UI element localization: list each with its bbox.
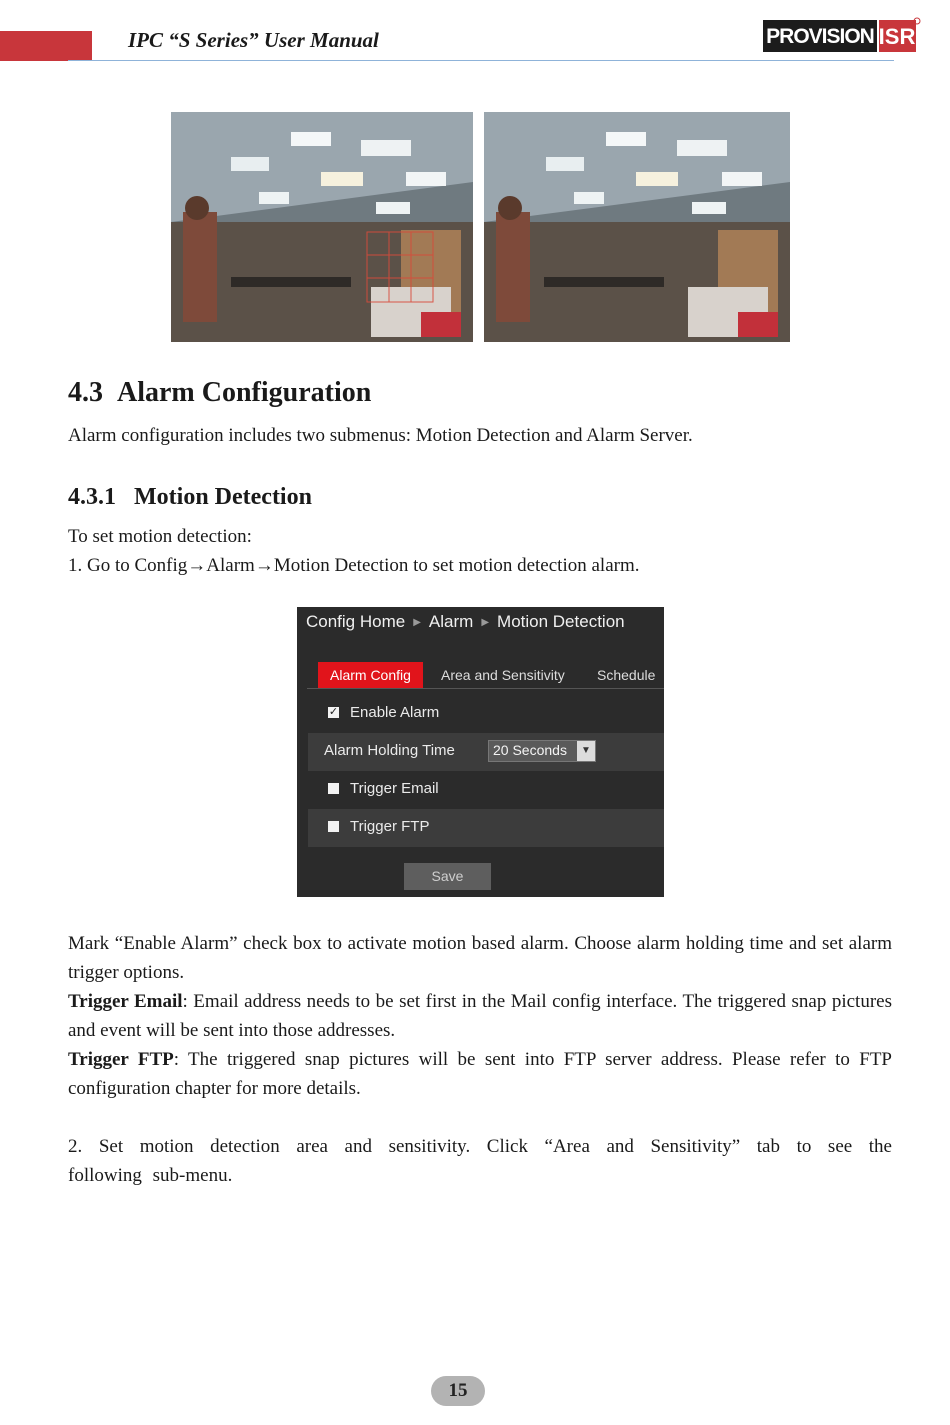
trigger-email-checkbox[interactable] xyxy=(328,783,339,794)
svg-text:ISR: ISR xyxy=(878,24,916,49)
enable-alarm-description: Mark “Enable Alarm” check box to activate motion based alarm. Choose alarm holding time and set alarm trigger options. xyxy=(68,933,892,983)
breadcrumb-separator-icon: ▶ xyxy=(481,617,490,628)
section-title: Alarm Configuration xyxy=(117,377,372,408)
provision-isr-logo xyxy=(762,17,922,55)
save-button[interactable]: Save xyxy=(404,863,491,890)
trigger-ftp-text: : The triggered snap pictures will be sent into FTP server address. Please refer to FTP configuration chapter for more details. xyxy=(68,1049,892,1099)
page-number: 15 xyxy=(431,1376,485,1406)
enable-alarm-checkbox[interactable]: ✓ xyxy=(328,706,339,718)
trigger-email-label: Trigger Email xyxy=(350,780,439,797)
trigger-ftp-row xyxy=(308,809,664,847)
breadcrumb-alarm[interactable]: Alarm xyxy=(428,612,474,631)
trigger-ftp-label: Trigger FTP xyxy=(350,818,430,835)
svg-text:PROVISION: PROVISION xyxy=(766,25,874,48)
subsection-heading xyxy=(68,484,312,511)
tab-alarm-config[interactable]: Alarm Config xyxy=(318,662,423,688)
trigger-email-term: Trigger Email xyxy=(68,991,183,1012)
header-accent-bar xyxy=(0,31,92,61)
tab-area-and-sensitivity[interactable]: Area and Sensitivity xyxy=(441,667,565,683)
trigger-email-row xyxy=(308,771,664,809)
section-number: 4.3 xyxy=(68,377,103,408)
trigger-ftp-checkbox[interactable] xyxy=(328,821,339,832)
trigger-ftp-description xyxy=(68,1045,892,1103)
motion-detection-config-screenshot xyxy=(297,607,664,897)
header-rule xyxy=(68,60,894,61)
subsection-title: Motion Detection xyxy=(134,484,312,510)
camera-snapshot-motion-grid xyxy=(171,112,473,342)
breadcrumb-separator-icon: ▶ xyxy=(413,617,421,628)
trigger-email-description xyxy=(68,987,892,1045)
trigger-ftp-term: Trigger FTP xyxy=(68,1049,174,1070)
trigger-email-text: : Email address needs to be set first in the Mail config interface. The triggered snap pictures and event will be sent into those addresses. xyxy=(68,991,892,1041)
holding-time-value: 20 Seconds xyxy=(493,742,567,758)
breadcrumb-motion-detection: Motion Detection xyxy=(497,612,625,631)
section-heading xyxy=(68,377,371,409)
step-2: 2. Set motion detection area and sensitivity. Click “Area and Sensitivity” tab to see the following sub-menu. xyxy=(68,1136,892,1186)
manual-title: IPC “S Series” User Manual xyxy=(128,28,379,52)
holding-time-label: Alarm Holding Time xyxy=(324,742,455,759)
holding-time-row xyxy=(308,733,664,771)
step-1: 1. Go to Config→Alarm→Motion Detection to set motion detection alarm. xyxy=(68,555,640,576)
holding-time-select[interactable] xyxy=(488,740,596,762)
tab-underline xyxy=(307,688,664,689)
subsection-number: 4.3.1 xyxy=(68,484,116,510)
camera-snapshot xyxy=(484,112,790,342)
section-intro: Alarm configuration includes two submenus: Motion Detection and Alarm Server. xyxy=(68,425,693,446)
enable-alarm-row xyxy=(308,695,664,733)
chevron-down-icon: ▼ xyxy=(577,741,595,761)
steps-lead: To set motion detection: xyxy=(68,526,252,547)
enable-alarm-label: Enable Alarm xyxy=(350,704,440,721)
tab-schedule[interactable]: Schedule xyxy=(597,667,656,683)
breadcrumb-config-home[interactable]: Config Home xyxy=(306,612,406,631)
breadcrumb xyxy=(306,612,625,632)
